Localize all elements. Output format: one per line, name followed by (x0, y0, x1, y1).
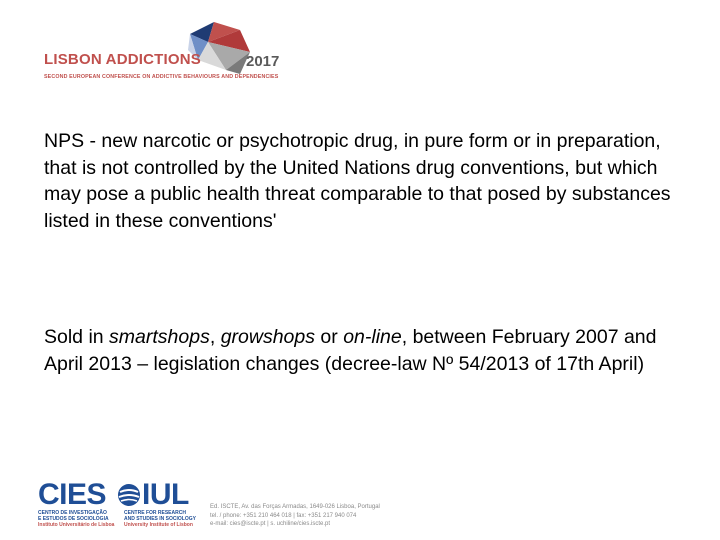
cies-wordmark: CIES (38, 478, 107, 511)
footer-right-line: University Institute of Lisbon (124, 522, 193, 528)
logo-year: 2017 (246, 53, 280, 70)
growshops-term: growshops (220, 326, 315, 348)
footer-right-text (124, 510, 196, 528)
sales-text-1: Sold in (44, 326, 110, 348)
conference-logo (40, 20, 300, 82)
contact-email: e-mail: cies@iscte.pt | s. uchiline/cies.iscte.pt (210, 521, 331, 527)
cies-iul-logo (38, 478, 198, 528)
nps-definition: NPS - new narcotic or psychotropic drug, in pure form or in preparation, that is not controlled by the United Nations drug conventions, but which may pose a public health threat comparable to that posed by substances listed in these conventions' (44, 130, 671, 232)
footer-left-line: E ESTUDOS DE SOCIOLOGIA (38, 516, 109, 522)
footer-contact (210, 503, 380, 529)
sales-text-4: , between February 2007 and April 2013 – legislation changes (decree-law Nº 54/2013 of 17th April) (44, 326, 657, 375)
footer-right-line: AND STUDIES IN SOCIOLOGY (124, 516, 196, 522)
footer-left-line: CENTRO DE INVESTIGAÇÃO (38, 510, 107, 516)
logo-subtitle: SECOND EUROPEAN CONFERENCE ON ADDICTIVE BEHAVIOURS AND DEPENDENCIES (44, 74, 279, 80)
sales-text-2: , (209, 326, 221, 348)
smartshops-term: smartshops (109, 326, 210, 348)
footer-left-line: Instituto Universitário de Lisboa (38, 522, 115, 528)
contact-address: Ed. ISCTE, Av. das Forças Armadas, 1649-026 Lisboa, Portugal (210, 504, 380, 510)
footer-left-text (38, 510, 114, 528)
logo-title: LISBON ADDICTIONS (44, 51, 202, 68)
globe-icon (117, 483, 141, 507)
footer-right-line: CENTRE FOR RESEARCH (124, 510, 186, 516)
iul-wordmark: IUL (142, 478, 189, 511)
sales-text-3: or (315, 326, 344, 348)
online-term: on-line (343, 326, 402, 348)
sales-paragraph (44, 324, 684, 377)
contact-phone: tel. / phone: +351 210 464 018 | fax: +351 217 940 074 (210, 512, 357, 519)
